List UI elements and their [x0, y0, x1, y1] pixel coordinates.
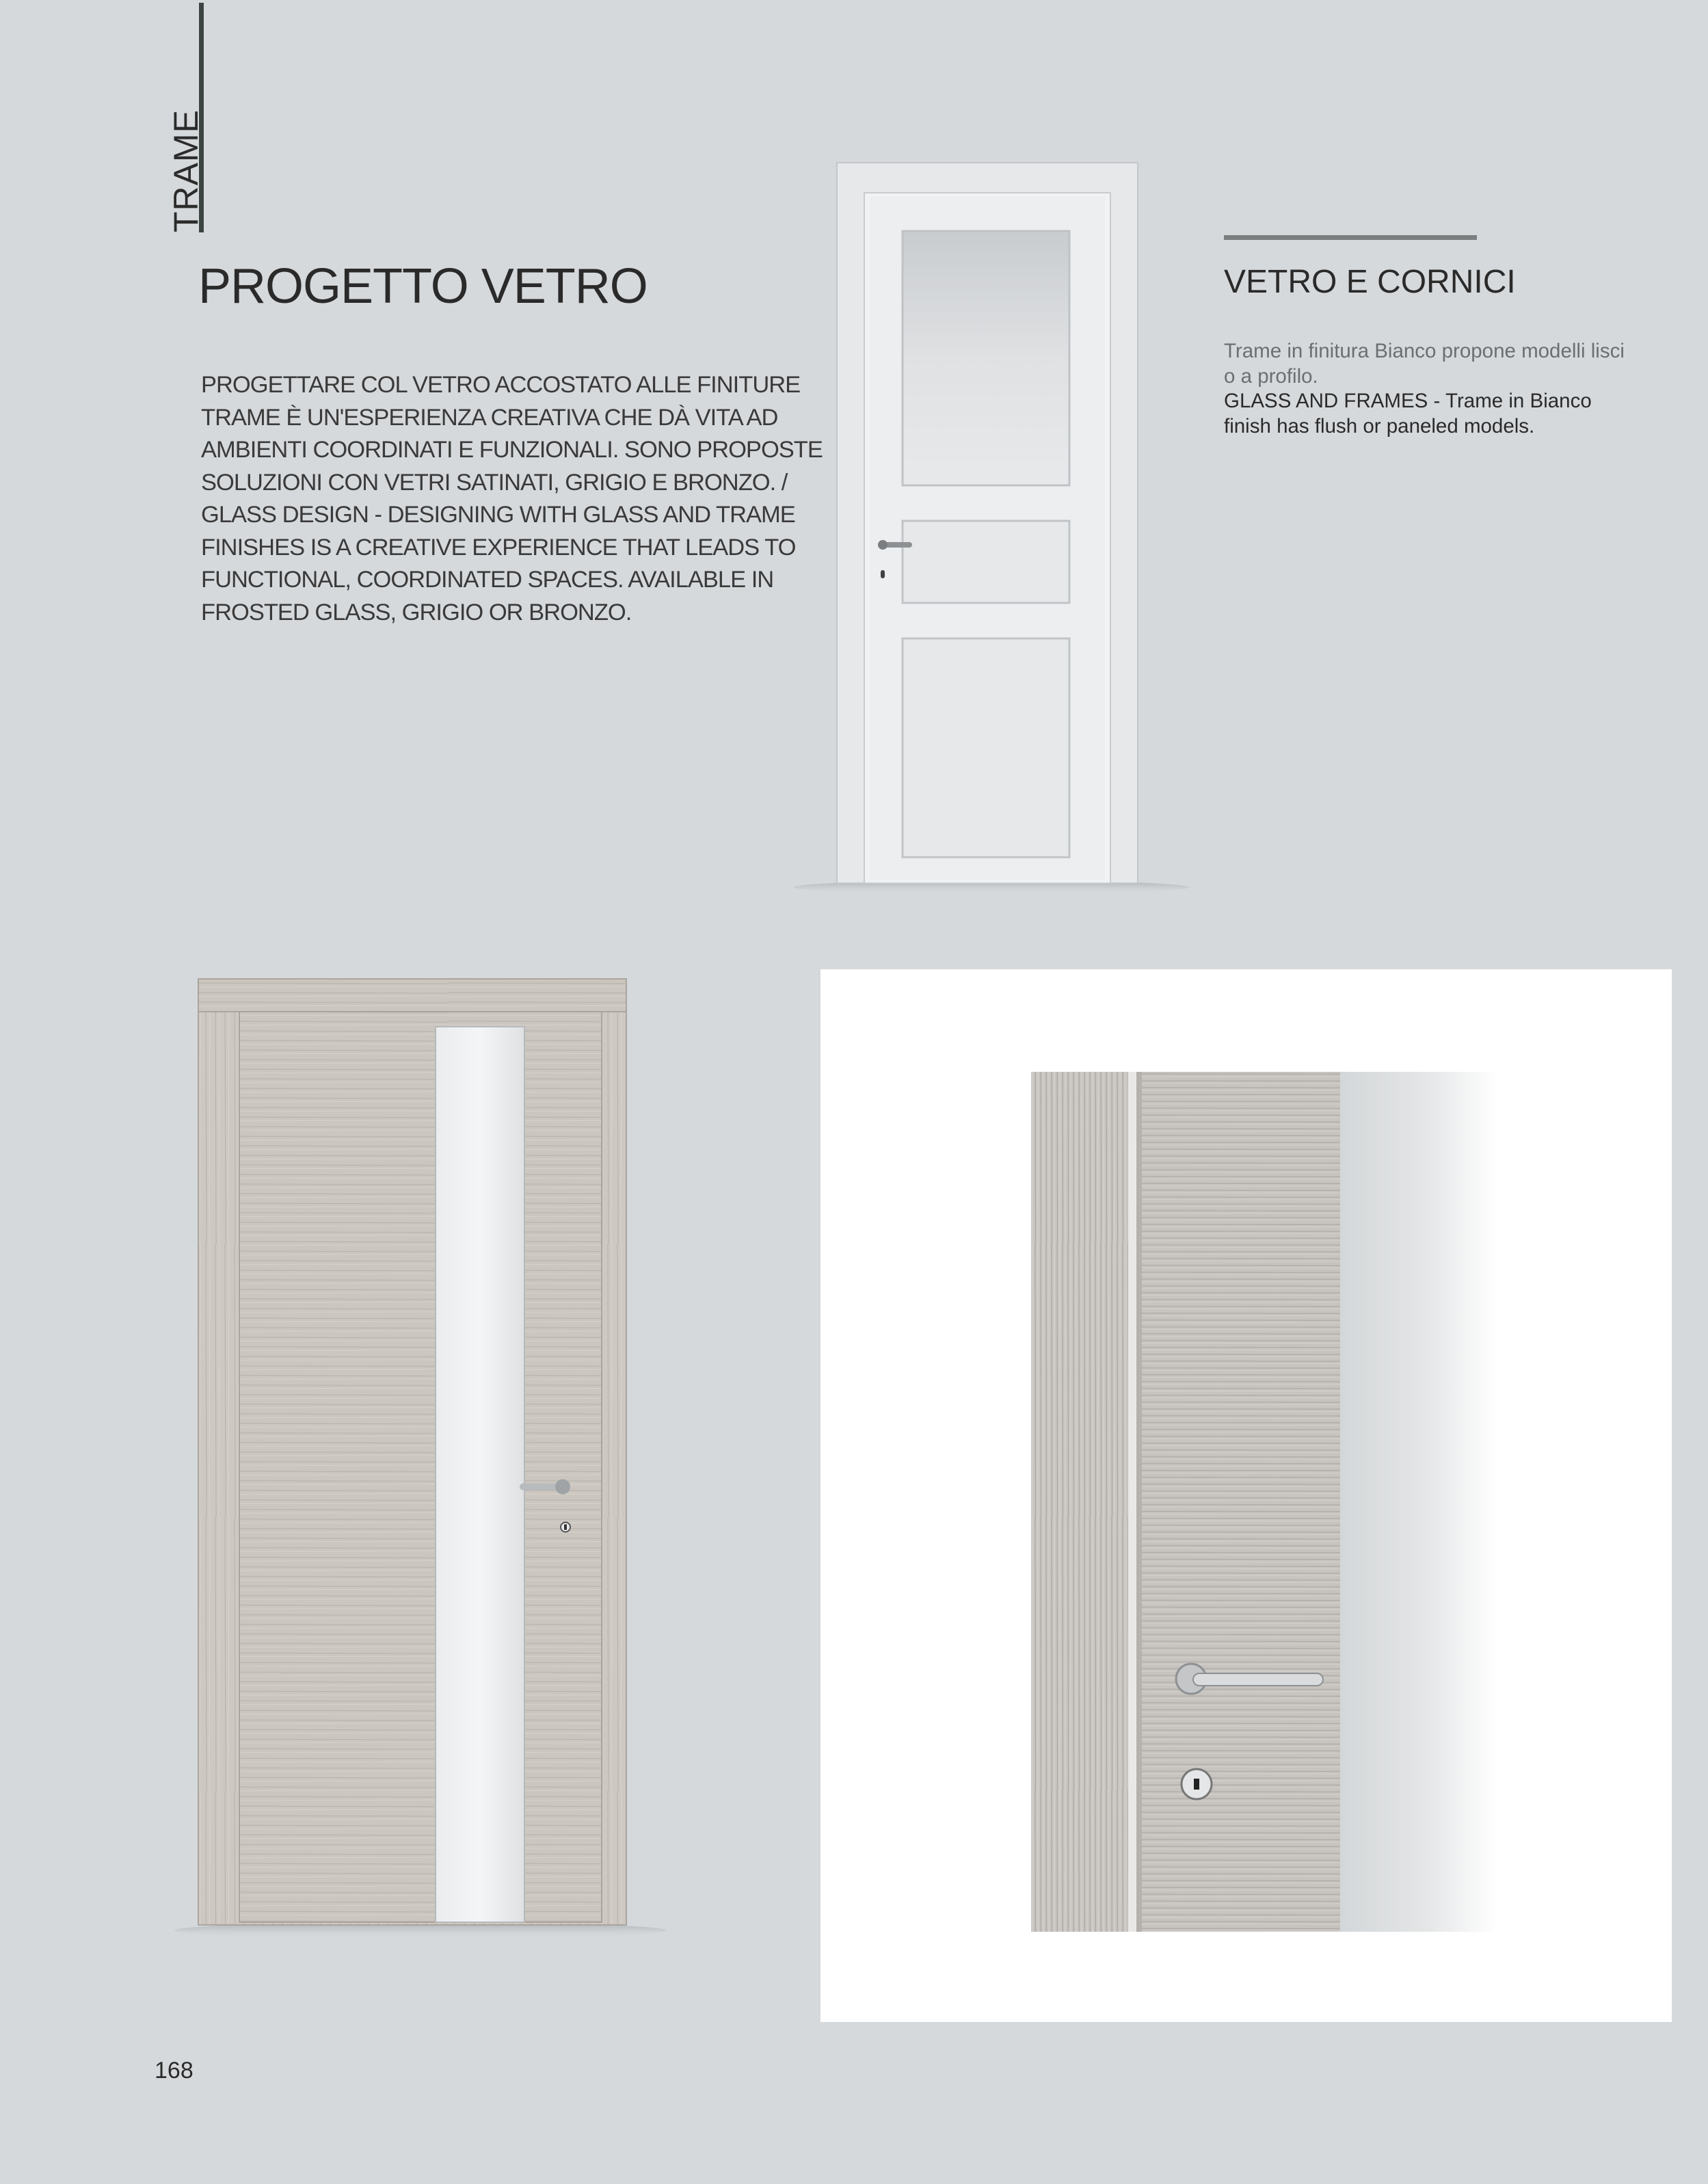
section-title: VETRO E CORNICI	[1224, 264, 1516, 300]
door-detail-image	[820, 969, 1672, 2022]
section-rule	[1224, 235, 1477, 240]
section-body-english: GLASS AND FRAMES - Trame in Bianco finish has flush or paneled models.	[1224, 390, 1592, 437]
intro-paragraph: PROGETTARE COL VETRO ACCOSTATO ALLE FINITURE TRAME È UN'ESPERIENZA CREATIVA CHE DÀ VITA AD AMBIENTI COORDINATI E FUNZIONALI. SONO PROPOSTE SOLUZIONI CON VETRI SATINATI, GRIGIO E BRONZO. / GLASS DESIGN - DESIGNING WITH GLASS AND TRAME FINISHES IS A CREATIVE EXPERIENCE THAT LEADS TO FUNCTIONAL, COORDINATED SPACES. AVAILABLE IN FROSTED GLASS, GRIGIO OR BRONZO.	[201, 372, 823, 625]
grey-door-image	[174, 971, 667, 1941]
side-label: TRAME	[167, 109, 205, 232]
page-title: PROGETTO VETRO	[198, 259, 648, 314]
section-body-italian: Trame in finitura Bianco propone modelli lisci o a profilo.	[1224, 340, 1625, 388]
page-number: 168	[155, 2058, 194, 2084]
section-body	[1224, 339, 1634, 439]
white-door-image	[793, 157, 1190, 895]
